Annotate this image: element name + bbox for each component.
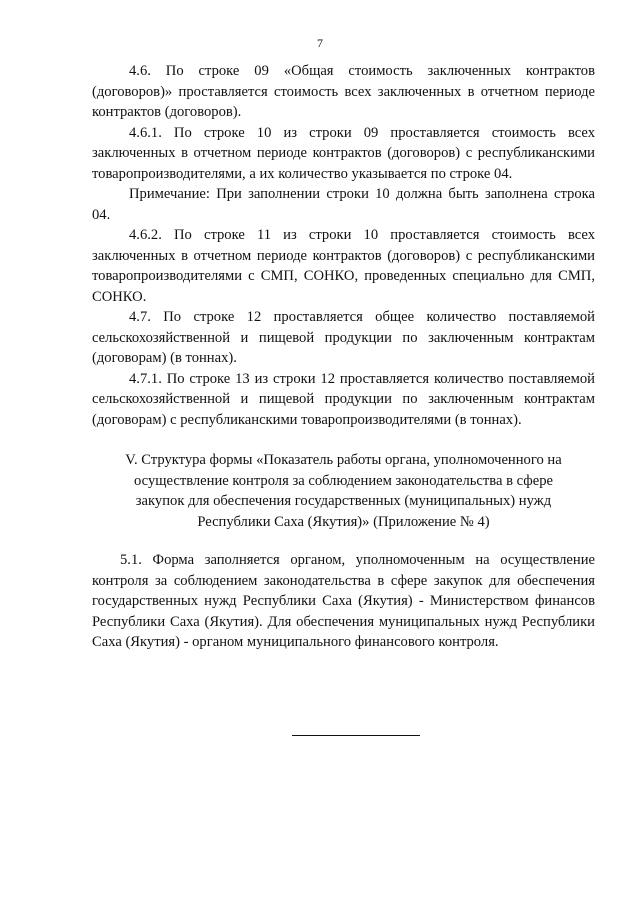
paragraph-4-6: 4.6. По строке 09 «Общая стоимость заключенных контрактов (договоров)» проставляется стоимость всех заключенных в отчетном периоде контрактов (договоров). [92, 63, 595, 120]
closing-rule [292, 735, 420, 736]
document-body [92, 61, 595, 653]
paragraph-4-6-2: 4.6.2. По строке 11 из строки 10 проставляется стоимость всех заключенных в отчетном периоде контрактов (договоров) с республиканскими товаропроизводителями с СМП, СОНКО, проведенных специально для СМП, СОНКО. [92, 227, 595, 305]
section-title: V. Структура формы «Показатель работы органа, уполномоченного на осуществление контроля за соблюдением законодательства в сфере закупок для обеспечения государственных (муниципальных) нужд Республики Саха (Якутия)» (Приложение № 4) [125, 452, 562, 530]
page-number: 7 [317, 36, 323, 50]
paragraph-5-1: 5.1. Форма заполняется органом, уполномоченным на осуществление контроля за соблюдением законодательства в сфере закупок для обеспечения государственных нужд Республики Саха (Якутия) - Министерством финансов Республики Саха (Якутия). Для обеспечения муниципальных нужд Республики Саха (Якутия) - органом муниципального финансового контроля. [92, 552, 595, 650]
paragraph-4-6-1: 4.6.1. По строке 10 из строки 09 проставляется стоимость всех заключенных в отчетном периоде контрактов (договоров) с республиканскими товаропроизводителями, а их количество указывается по строке 04. [92, 124, 595, 182]
paragraph-4-7-1: 4.7.1. По строке 13 из строки 12 проставляется количество поставляемой сельскохозяйственной и пищевой продукции по заключенным контрактам (договорам) с республиканскими товаропроизводителями (в тоннах). [92, 370, 595, 428]
paragraph-4-7: 4.7. По строке 12 проставляется общее количество поставляемой сельскохозяйственной и пищевой продукции по заключенным контрактам (договорам) (в тоннах). [92, 309, 595, 366]
paragraph-note: Примечание: При заполнении строки 10 должна быть заполнена строка 04. [92, 186, 595, 223]
